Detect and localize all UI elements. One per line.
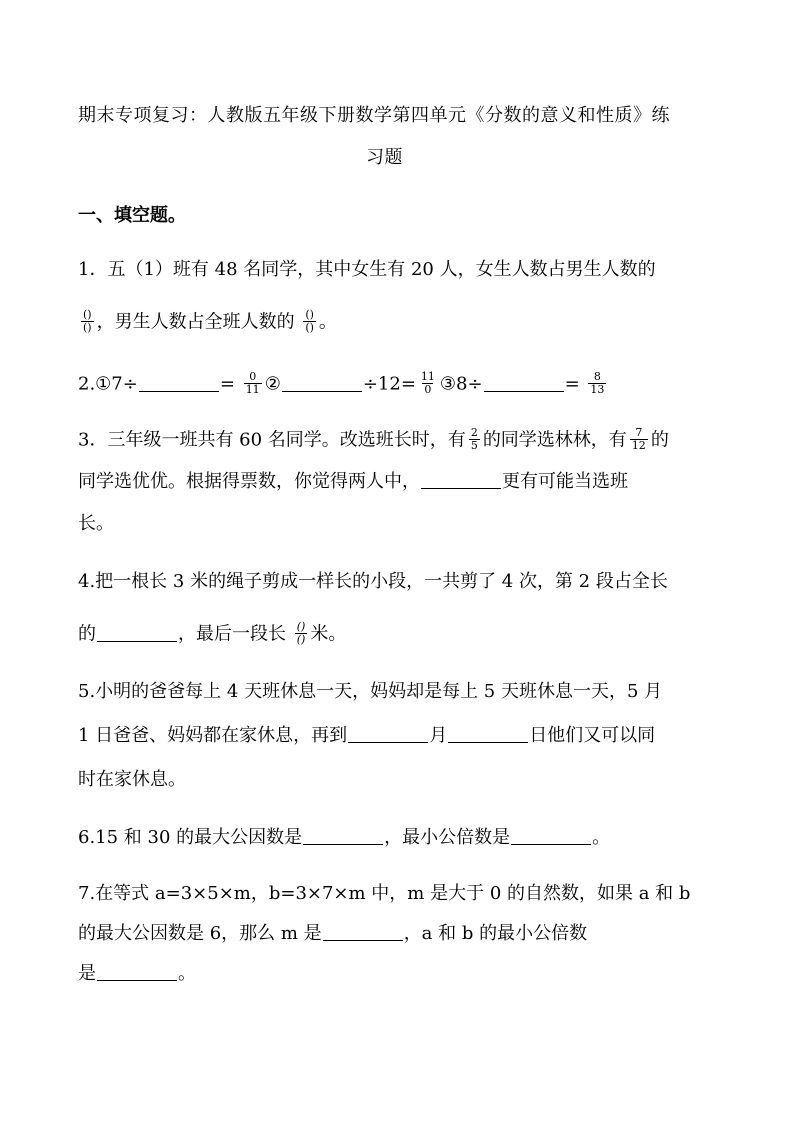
question-1-text-a: 1．五（1）班有 48 名同学，其中女生有 20 人，女生人数占男生人数的: [78, 259, 656, 280]
fraction-denominator: 5: [470, 439, 478, 452]
fraction-numerator: (): [83, 308, 92, 321]
question-3-fraction-2: [630, 427, 648, 452]
question-3-text-a: 3．三年级一班共有 60 名同学。改选班长时，有: [78, 429, 466, 451]
question-3-line-3: [78, 512, 114, 536]
question-4-line-1: [78, 570, 668, 594]
fraction-denominator: 0: [424, 383, 432, 396]
question-7-text-a: 7.在等式 a=3×5×m，b=3×7×m 中，m 是大于 0 的自然数，如果 a 和 b: [78, 883, 691, 904]
answer-blank[interactable]: [348, 724, 428, 743]
question-1-line-1: [78, 258, 656, 282]
question-2-part-2: =: [219, 373, 235, 395]
question-3-text-e: 更有可能当选班: [502, 471, 628, 492]
question-7-line-2: [78, 922, 587, 946]
question-4-text-a: 4.把一根长 3 米的绳子剪成一样长的小段，一共剪了 4 次，第 2 段占全长: [78, 571, 668, 592]
answer-blank[interactable]: [421, 470, 501, 489]
question-1-fraction-2: [303, 309, 316, 334]
question-2-part-4: ÷12=: [362, 373, 416, 395]
answer-blank[interactable]: [139, 373, 219, 392]
answer-blank[interactable]: [97, 623, 177, 642]
question-5-line-3: [78, 768, 186, 792]
question-2-part-6: =: [564, 373, 580, 395]
question-5-text-e: 时在家休息。: [78, 769, 186, 790]
question-3-text-f: 长。: [78, 513, 114, 534]
question-5-text-c: 月: [429, 725, 448, 746]
question-6-text-c: 。: [592, 827, 611, 848]
question-3-line-2: [78, 470, 628, 494]
fraction-denominator: (): [83, 321, 92, 334]
answer-blank[interactable]: [484, 373, 564, 392]
answer-blank[interactable]: [511, 826, 591, 845]
fraction-numerator: (): [305, 308, 314, 321]
question-2-line: [78, 372, 609, 396]
question-6-text-a: 6.15 和 30 的最大公因数是: [78, 827, 303, 848]
question-1-text-c: 。: [318, 311, 337, 333]
question-3-text-c: 的: [650, 429, 669, 451]
question-5-text-a: 5.小明的爸爸每上 4 天班休息一天，妈妈却是每上 5 天班休息一天，5 月: [78, 681, 663, 702]
question-5-line-1: [78, 680, 662, 704]
answer-blank[interactable]: [97, 962, 177, 981]
question-2-part-5: ③8÷: [439, 373, 483, 395]
question-6-text-b: ，最小公倍数是: [384, 827, 511, 848]
question-2-fraction-1: [244, 371, 262, 396]
question-4-text-b: 的: [78, 623, 96, 645]
answer-blank[interactable]: [448, 724, 528, 743]
question-3-fraction-1: [469, 427, 480, 452]
question-5-text-b: 1 日爸爸、妈妈都在家休息，再到: [78, 725, 348, 746]
section-heading-text: 一、填空题。: [78, 205, 186, 226]
question-1-line-2: [78, 310, 337, 334]
question-6-line: [78, 826, 610, 850]
section-heading: [78, 204, 186, 228]
fraction-denominator: (): [305, 321, 314, 334]
question-4-text-d: 米。: [310, 623, 347, 645]
title-line-1: [78, 104, 670, 128]
question-3-text-d: 同学选优优。根据得票数，你觉得两人中，: [78, 471, 420, 492]
question-2-part-3: ②: [264, 373, 281, 395]
question-7-text-b: 的最大公因数是 6，那么 m 是: [78, 923, 322, 944]
question-2-fraction-3: [588, 371, 606, 396]
question-7-text-d: 是: [78, 963, 96, 984]
fraction-denominator: (): [296, 633, 306, 646]
answer-blank[interactable]: [303, 826, 383, 845]
question-4-line-2: [78, 622, 346, 646]
title-line-2: [366, 146, 403, 170]
answer-blank[interactable]: [323, 922, 403, 941]
fraction-numerator: 0: [249, 370, 257, 383]
fraction-denominator: 12: [631, 439, 646, 452]
question-7-text-e: 。: [178, 963, 196, 984]
question-2-part-1: 2.①7÷: [78, 373, 138, 395]
title-text-2: 习题: [366, 147, 403, 168]
question-1-fraction-1: [81, 309, 94, 334]
question-4-fraction: [295, 621, 308, 646]
fraction-numerator: 8: [593, 370, 601, 383]
question-7-text-c: ，a 和 b 的最小公倍数: [403, 923, 588, 944]
question-3-line-1: [78, 428, 669, 452]
question-1-text-b: ，男生人数占全班人数的: [96, 311, 295, 333]
fraction-denominator: 11: [245, 383, 260, 396]
question-7-line-3: [78, 962, 196, 986]
fraction-numerator: 7: [635, 426, 643, 439]
question-2-fraction-2: [419, 371, 437, 396]
fraction-denominator: 13: [590, 383, 605, 396]
answer-blank[interactable]: [282, 373, 362, 392]
question-4-text-c: ，最后一段长: [178, 623, 286, 645]
fraction-numerator: (): [296, 620, 306, 633]
fraction-numerator: 11: [420, 370, 435, 383]
question-3-text-b: 的同学选林林，有: [482, 429, 627, 451]
question-7-line-1: [78, 882, 690, 906]
question-5-text-d: 日他们又可以同: [529, 725, 656, 746]
question-5-line-2: [78, 724, 655, 748]
fraction-numerator: 2: [470, 426, 478, 439]
title-text-1: 期末专项复习：人教版五年级下册数学第四单元《分数的意义和性质》练: [78, 105, 670, 126]
